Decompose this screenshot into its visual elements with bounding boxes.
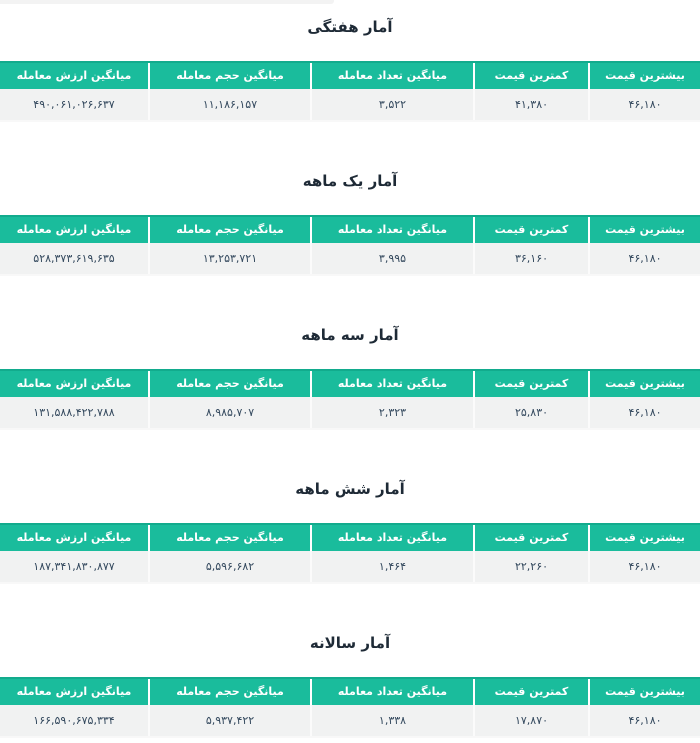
table-header-row [0, 215, 700, 243]
column-header-avg-trade-volume: میانگین حجم معامله [148, 679, 310, 705]
cell-avg-trade-volume: ۸,۹۸۵,۷۰۷ [148, 397, 310, 428]
cell-lowest-price: ۴۱,۳۸۰ [473, 89, 588, 120]
cell-avg-trade-count: ۳,۵۲۲ [310, 89, 473, 120]
table-row [0, 89, 700, 122]
column-header-avg-trade-volume: میانگین حجم معامله [148, 525, 310, 551]
column-header-lowest-price: کمترین قیمت [473, 525, 588, 551]
stats-table-three-month [0, 369, 700, 430]
table-row [0, 705, 700, 738]
cell-avg-trade-volume: ۱۳,۲۵۳,۷۲۱ [148, 243, 310, 274]
cell-avg-trade-volume: ۵,۹۳۷,۴۲۲ [148, 705, 310, 736]
table-header-row [0, 369, 700, 397]
column-header-lowest-price: کمترین قیمت [473, 217, 588, 243]
cell-avg-trade-count: ۳,۹۹۵ [310, 243, 473, 274]
cell-avg-trade-count: ۱,۳۳۸ [310, 705, 473, 736]
column-header-avg-trade-value: میانگین ارزش معامله [16, 69, 132, 82]
cell-highest-price: ۴۶,۱۸۰ [588, 705, 700, 736]
column-header-avg-trade-count: میانگین تعداد معامله [310, 63, 473, 89]
column-header-avg-trade-value: میانگین ارزش معامله [16, 377, 132, 390]
column-header-highest-price: بیشترین قیمت [588, 525, 700, 551]
column-header-avg-trade-volume: میانگین حجم معامله [148, 217, 310, 243]
column-header-highest-price: بیشترین قیمت [588, 217, 700, 243]
section-three-month [0, 276, 700, 430]
cell-lowest-price: ۳۶,۱۶۰ [473, 243, 588, 274]
column-header-avg-trade-value: میانگین ارزش معامله [16, 223, 132, 236]
column-header-lowest-price: کمترین قیمت [473, 371, 588, 397]
column-header-avg-trade-count: میانگین تعداد معامله [310, 371, 473, 397]
section-title-weekly: آمار هفتگی [307, 18, 393, 36]
column-header-avg-trade-count: میانگین تعداد معامله [310, 525, 473, 551]
section-six-month [0, 430, 700, 584]
stats-table-one-month [0, 215, 700, 276]
table-row [0, 243, 700, 276]
table-header-row [0, 61, 700, 89]
section-title-one-month: آمار یک ماهه [302, 172, 398, 190]
column-header-avg-trade-volume: میانگین حجم معامله [148, 371, 310, 397]
stats-table-six-month [0, 523, 700, 584]
cell-avg-trade-value: ۱۶۶,۵۹۰,۶۷۵,۳۳۴ [33, 714, 115, 727]
cell-lowest-price: ۱۷,۸۷۰ [473, 705, 588, 736]
section-one-month [0, 122, 700, 276]
column-header-highest-price: بیشترین قیمت [588, 371, 700, 397]
cell-avg-trade-value: ۱۸۷,۳۴۱,۸۳۰,۸۷۷ [33, 560, 115, 573]
cell-avg-trade-count: ۲,۳۲۳ [310, 397, 473, 428]
cell-highest-price: ۴۶,۱۸۰ [588, 551, 700, 582]
cell-avg-trade-volume: ۱۱,۱۸۶,۱۵۷ [148, 89, 310, 120]
section-title-three-month: آمار سه ماهه [301, 326, 399, 344]
cell-avg-trade-value: ۱۳۱,۵۸۸,۴۲۲,۷۸۸ [33, 406, 115, 419]
cell-avg-trade-value: ۴۹۰,۰۶۱,۰۲۶,۶۳۷ [33, 98, 115, 111]
cell-lowest-price: ۲۲,۲۶۰ [473, 551, 588, 582]
section-title-six-month: آمار شش ماهه [295, 480, 405, 498]
column-header-highest-price: بیشترین قیمت [588, 63, 700, 89]
cell-avg-trade-count: ۱,۴۶۴ [310, 551, 473, 582]
column-header-avg-trade-volume: میانگین حجم معامله [148, 63, 310, 89]
cell-highest-price: ۴۶,۱۸۰ [588, 89, 700, 120]
section-annual [0, 584, 700, 738]
top-divider [0, 0, 334, 4]
table-header-row [0, 677, 700, 705]
section-weekly [0, 0, 700, 122]
column-header-avg-trade-count: میانگین تعداد معامله [310, 679, 473, 705]
table-header-row [0, 523, 700, 551]
column-header-avg-trade-value: میانگین ارزش معامله [16, 685, 132, 698]
stats-table-weekly [0, 61, 700, 122]
column-header-avg-trade-value: میانگین ارزش معامله [16, 531, 132, 544]
table-row [0, 397, 700, 430]
column-header-lowest-price: کمترین قیمت [473, 63, 588, 89]
stats-table-annual [0, 677, 700, 738]
column-header-lowest-price: کمترین قیمت [473, 679, 588, 705]
cell-lowest-price: ۲۵,۸۳۰ [473, 397, 588, 428]
cell-avg-trade-volume: ۵,۵۹۶,۶۸۲ [148, 551, 310, 582]
cell-highest-price: ۴۶,۱۸۰ [588, 397, 700, 428]
table-row [0, 551, 700, 584]
column-header-avg-trade-count: میانگین تعداد معامله [310, 217, 473, 243]
column-header-highest-price: بیشترین قیمت [588, 679, 700, 705]
cell-avg-trade-value: ۵۲۸,۳۷۳,۶۱۹,۶۳۵ [33, 252, 115, 265]
section-title-annual: آمار سالانه [309, 634, 391, 652]
cell-highest-price: ۴۶,۱۸۰ [588, 243, 700, 274]
